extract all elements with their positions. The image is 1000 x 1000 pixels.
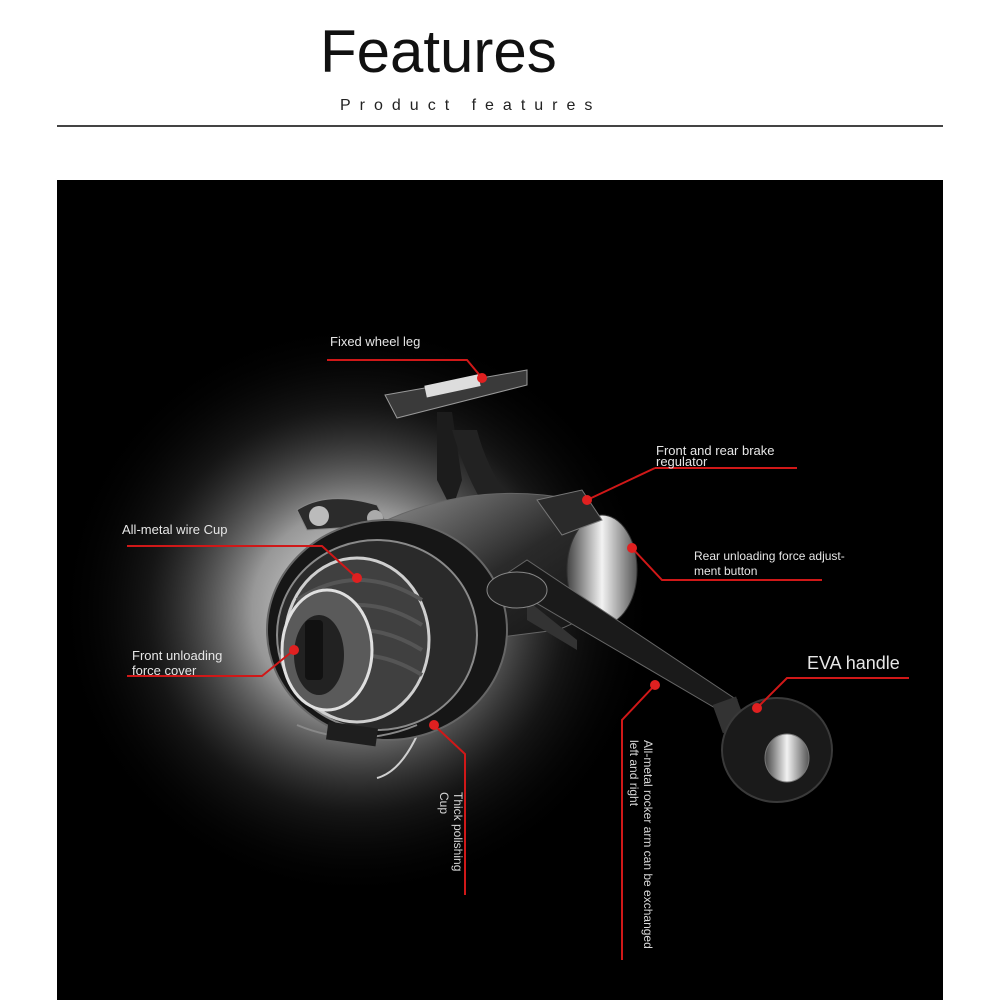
callout-eva-handle: EVA handle [807,653,900,673]
callout-rear-unloading-line2: ment button [694,564,758,578]
fishing-reel-illustration [57,180,943,1000]
callout-thick-polishing-line2: Cup [437,792,451,815]
callout-thick-polishing-line1: Thick polishing [451,792,465,872]
page-title: Features [320,18,557,85]
callout-rocker-arm [627,740,655,970]
callout-rocker-arm-line2: left and right [627,740,641,807]
callout-thick-polishing-cup [437,792,465,892]
product-feature-panel [57,180,943,1000]
callout-brake-regulator-line1: Front and rear brake [656,443,775,458]
callout-rear-unloading-line1: Rear unloading force adjust- [694,549,845,563]
callout-rocker-arm-line1: All-metal rocker arm can be exchanged [641,740,655,949]
callout-brake-regulator-line2: regulator [656,454,708,469]
header-divider [57,125,943,127]
callout-fixed-wheel-leg: Fixed wheel leg [330,334,421,349]
callout-front-unloading-line1: Front unloading [132,648,223,663]
callout-front-unloading-line2: force cover [132,663,197,678]
callout-all-metal-wire-cup: All-metal wire Cup [122,522,228,537]
page-subtitle: Product features [340,97,602,114]
eva-handle-knob [713,696,832,802]
